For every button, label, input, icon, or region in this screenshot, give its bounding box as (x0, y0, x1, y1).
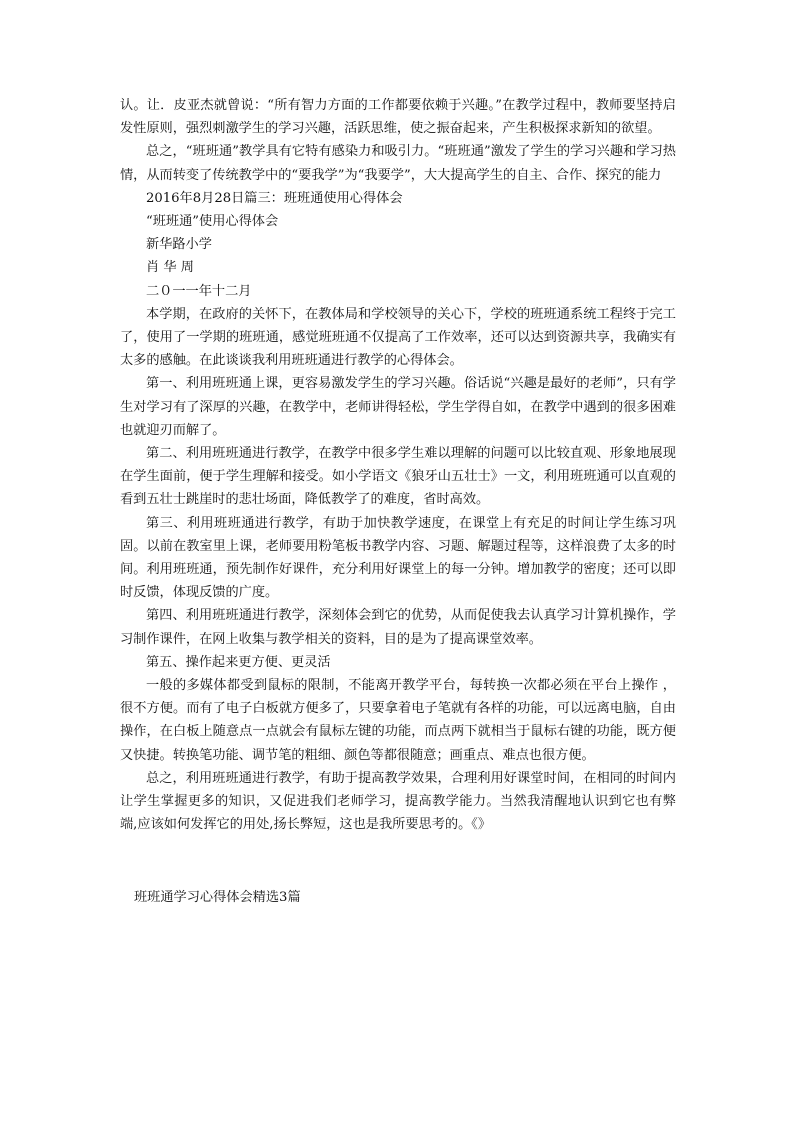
paragraph-summary-1: 总之，“班班通”教学具有它特有感染力和吸引力。“班班通”激发了学生的学习兴趣和学习热情，从而转变了传统教学中的“要我学”为“我要学”，大大提高学生的自主、合作、探究的能力 (120, 144, 676, 183)
paragraph-conclusion: 总之，利用班班通进行教学，有助于提高教学效果，合理利用好课堂时间，在相同的时间内让学生掌握更多的知识，又促进我们老师学习，提高教学能力。当然我清醒地认识到它也有弊端,应该如何发挥它的用处,扬长弊短，这也是我所要思考的。《》 (120, 770, 676, 833)
paragraph-point-5-heading: 第五、操作起来更方便、更灵活 (146, 654, 331, 670)
paragraph-date-heading: 2016年8月28日篇三：班班通使用心得体会 (146, 190, 403, 206)
paragraph-intro: 本学期，在政府的关怀下，在教体局和学校领导的关心下，学校的班班通系统工程终于完工了，使用了一学期的班班通，感觉班班通不仅提高了工作效率，还可以达到资源共享，我确实有太多的感触。在此谈谈我利用班班通进行教学的心得体会。 (120, 306, 676, 369)
paragraph-point-4: 第四、利用班班通进行教学，深刻体会到它的优势，从而促使我去认真学习计算机操作，学习制作课件，在网上收集与教学相关的资料，目的是为了提高课堂效率。 (120, 608, 676, 647)
paragraph-quote-piaget: 认。让．皮亚杰就曾说：“所有智力方面的工作都要依赖于兴趣。”在教学过程中，教师要坚持启发性原则，强烈刺激学生的学习兴趣，活跃思维，使之振奋起来，产生积极探求新知的欲望。 (120, 98, 676, 137)
paragraph-point-5-body: 一般的多媒体都受到鼠标的限制，不能离开教学平台，每转换一次都必须在平台上操作 ，很不方便。而有了电子白板就方便多了，只要拿着电子笔就有各样的功能，可以远离电脑，自由操作，在白板上随意点一点就会有鼠标左键的功能，而点两下就相当于鼠标右键的功能，既方便又快捷。转换笔功能、调节笔的粗细、颜色等都很随意；画重点、难点也很方便。 (120, 678, 676, 763)
paragraph-school-name: 新华路小学 (146, 237, 212, 253)
paragraph-author-name: 肖 华 周 (146, 260, 194, 276)
paragraph-article-title: “班班通”使用心得体会 (146, 214, 279, 230)
paragraph-point-2: 第二、利用班班通进行教学，在教学中很多学生难以理解的问题可以比较直观、形象地展现在学生面前，便于学生理解和接受。如小学语文《狼牙山五壮士》一文，利用班班通可以直观的看到五壮士跳崖时的悲壮场面，降低教学了的难度，省时高效。 (120, 446, 676, 508)
paragraph-point-3: 第三、利用班班通进行教学，有助于加快教学速度，在课堂上有充足的时间让学生练习巩固。以前在教室里上课，老师要用粉笔板书教学内容、习题、解题过程等，这样浪费了太多的时间。利用班班通，预先制作好课件，充分利用好课堂上的每一分钟。增加教学的密度；还可以即时反馈，体现反馈的广度。 (120, 515, 676, 601)
document-body (120, 94, 676, 837)
footer-title: 班班通学习心得体会精选3篇 (134, 890, 301, 905)
paragraph-date: 二０一一年十二月 (146, 283, 252, 299)
paragraph-point-1: 第一、利用班班通上课，更容易激发学生的学习兴趣。俗话说“兴趣是最好的老师”，只有学生对学习有了深厚的兴趣，在教学中，老师讲得轻松，学生学得自如，在教学中遇到的很多困难也就迎刃而解了。 (120, 376, 676, 438)
